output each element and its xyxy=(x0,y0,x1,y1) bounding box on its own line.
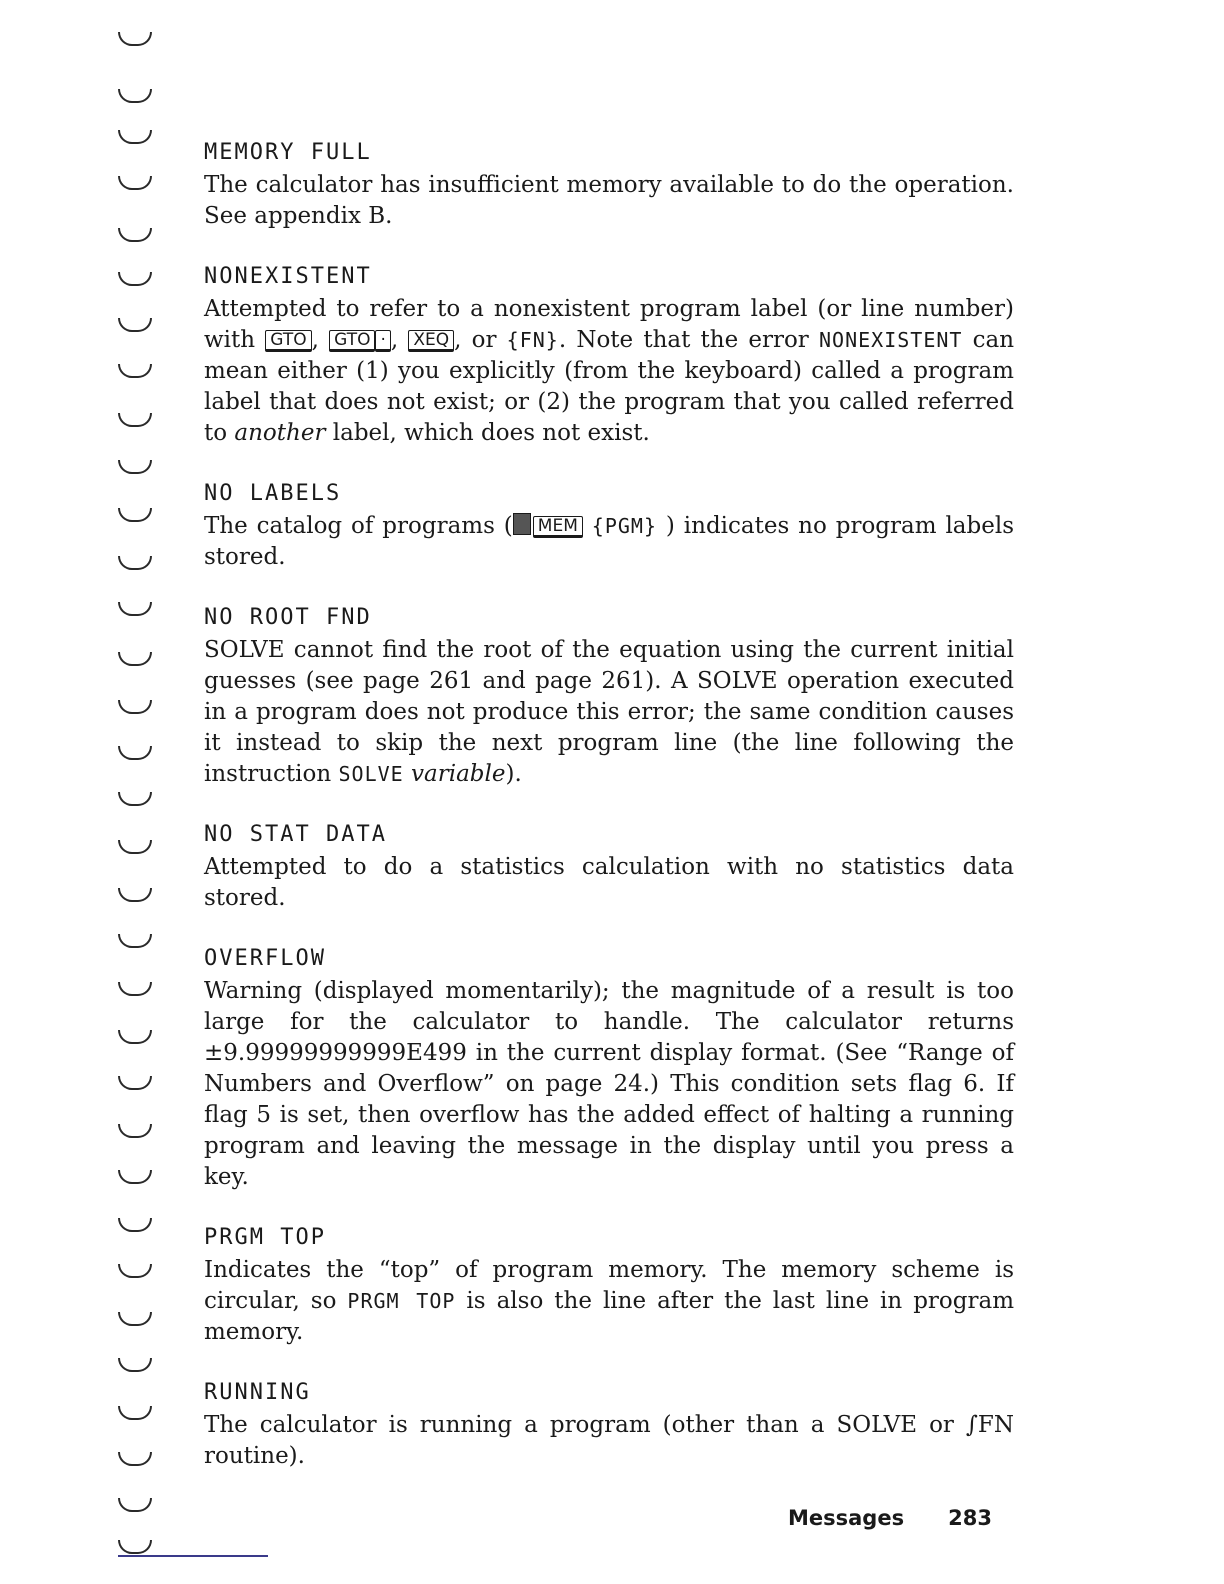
binding-hole xyxy=(118,318,152,332)
binding-hole xyxy=(118,652,152,666)
binding-line xyxy=(118,1555,268,1557)
binding-hole xyxy=(118,228,152,242)
message-entry xyxy=(204,603,1014,790)
message-code: NO STAT DATA xyxy=(204,822,387,847)
gto-key: GTO xyxy=(265,330,311,352)
binding-hole xyxy=(118,130,152,144)
description-text: Attempted to refer to a nonexistent program label (or line number) with xyxy=(204,296,1014,353)
description-text: . Note that the error xyxy=(558,327,819,353)
section-title: Messages xyxy=(788,1506,905,1530)
binding-hole xyxy=(118,700,152,714)
message-entry xyxy=(204,479,1014,573)
binding-hole xyxy=(118,460,152,474)
message-code: NO ROOT FND xyxy=(204,605,372,630)
description-text: ). xyxy=(505,761,522,787)
message-entry xyxy=(204,262,1014,449)
binding-hole xyxy=(118,1076,152,1090)
message-description: Warning (displayed momentarily); the magnitude of a result is too large for the calculator to handle. The calculator returns ±9.99999999999E499 in the current display format. (See “Range of Numbers and Overflow” on page 24.) This condition sets flag 6. If flag 5 is set, then overflow has the added effect of halting a running program and leaving the message in the display until you press a key. xyxy=(204,978,1014,1190)
inline-message-code: PRGM TOP xyxy=(347,1289,456,1313)
binding-hole xyxy=(118,792,152,806)
message-entry xyxy=(204,944,1014,1193)
variable-text: variable xyxy=(411,761,506,787)
page-number: 283 xyxy=(948,1506,992,1530)
binding-hole xyxy=(118,89,152,103)
message-code: MEMORY FULL xyxy=(204,140,372,165)
binding-hole xyxy=(118,1358,152,1372)
message-description xyxy=(204,1255,1014,1348)
page-footer xyxy=(788,1506,992,1530)
description-text: can mean either (1) you explicitly (from the keyboard) called a program label that does not exist; or (2) the program that you called referred to xyxy=(204,327,1015,446)
message-description: Attempted to do a statistics calculation with no statistics data stored. xyxy=(204,854,1014,911)
message-code: NO LABELS xyxy=(204,481,342,506)
message-entry xyxy=(204,820,1014,914)
binding-hole xyxy=(118,272,152,286)
binding-hole xyxy=(118,888,152,902)
binding-hole xyxy=(118,1264,152,1278)
binding-hole xyxy=(118,1218,152,1232)
description-text: SOLVE cannot find the root of the equation using the current initial guesses (see page 261 and page 261). A SOLVE operation executed in a program does not produce this error; the same condition causes it instead to skip the next program line (the line following the instruction xyxy=(204,637,1014,787)
message-code: PRGM TOP xyxy=(204,1225,326,1250)
binding-hole xyxy=(118,556,152,570)
mem-key: MEM xyxy=(533,516,583,538)
description-text: Indicates the “top” of program memory. The memory scheme is circular, so xyxy=(204,1257,1014,1314)
message-description xyxy=(204,511,1014,573)
binding-hole xyxy=(118,1406,152,1420)
message-code: NONEXISTENT xyxy=(204,264,372,289)
message-list xyxy=(204,138,1014,1502)
solve-instruction: SOLVE xyxy=(338,762,404,786)
binding-hole xyxy=(118,1540,152,1554)
description-text: label, which does not exist. xyxy=(325,420,650,446)
message-description: Attempted to refer to a nonexistent program label (or line number) with GTO , GTO · , XEQ , or {FN}. Note that the error NONEXISTENT can mean either (1) you explicitly (from the keyboard) called a program label that does not exist; or (2) the program that you called referred to another label, which does not exist. xyxy=(204,296,1015,446)
description-text: The catalog of programs ( xyxy=(204,513,513,539)
pgm-menu-label: {PGM} xyxy=(591,514,657,538)
description-text: , or xyxy=(454,327,507,353)
fn-menu-label: {FN} xyxy=(506,328,559,352)
binding-hole xyxy=(118,32,152,46)
shift-key-icon xyxy=(513,513,531,535)
binding-hole xyxy=(118,176,152,190)
binding-hole xyxy=(118,934,152,948)
binding-hole xyxy=(118,1170,152,1184)
binding-hole xyxy=(118,1124,152,1138)
message-entry xyxy=(204,1223,1014,1348)
message-code: OVERFLOW xyxy=(204,946,326,971)
binding-hole xyxy=(118,982,152,996)
gto-key: GTO xyxy=(329,330,375,352)
description-text: is also the line after the last line in program memory. xyxy=(204,1288,1015,1345)
binding-hole xyxy=(118,1030,152,1044)
message-description xyxy=(204,635,1014,790)
message-code: RUNNING xyxy=(204,1380,311,1405)
message-description: The calculator is running a program (other than a SOLVE or ∫FN routine). xyxy=(204,1412,1014,1469)
binding-hole xyxy=(118,1312,152,1326)
binding-hole xyxy=(118,1498,152,1512)
binding-hole xyxy=(118,746,152,760)
message-entry xyxy=(204,1378,1014,1472)
message-description: The calculator has insufficient memory available to do the operation. See appendix B. xyxy=(204,172,1014,229)
xeq-key: XEQ xyxy=(408,330,454,352)
binding-hole xyxy=(118,364,152,378)
decimal-point-key: · xyxy=(375,330,390,352)
binding-hole xyxy=(118,840,152,854)
binding-hole xyxy=(118,1452,152,1466)
binding-hole xyxy=(118,602,152,616)
binding-hole xyxy=(118,508,152,522)
description-text: ) indicates no program labels stored. xyxy=(204,513,1015,570)
message-entry xyxy=(204,138,1014,232)
inline-message-code: NONEXISTENT xyxy=(818,328,963,352)
binding-hole xyxy=(118,413,152,427)
emphasis-text: another xyxy=(234,420,326,446)
